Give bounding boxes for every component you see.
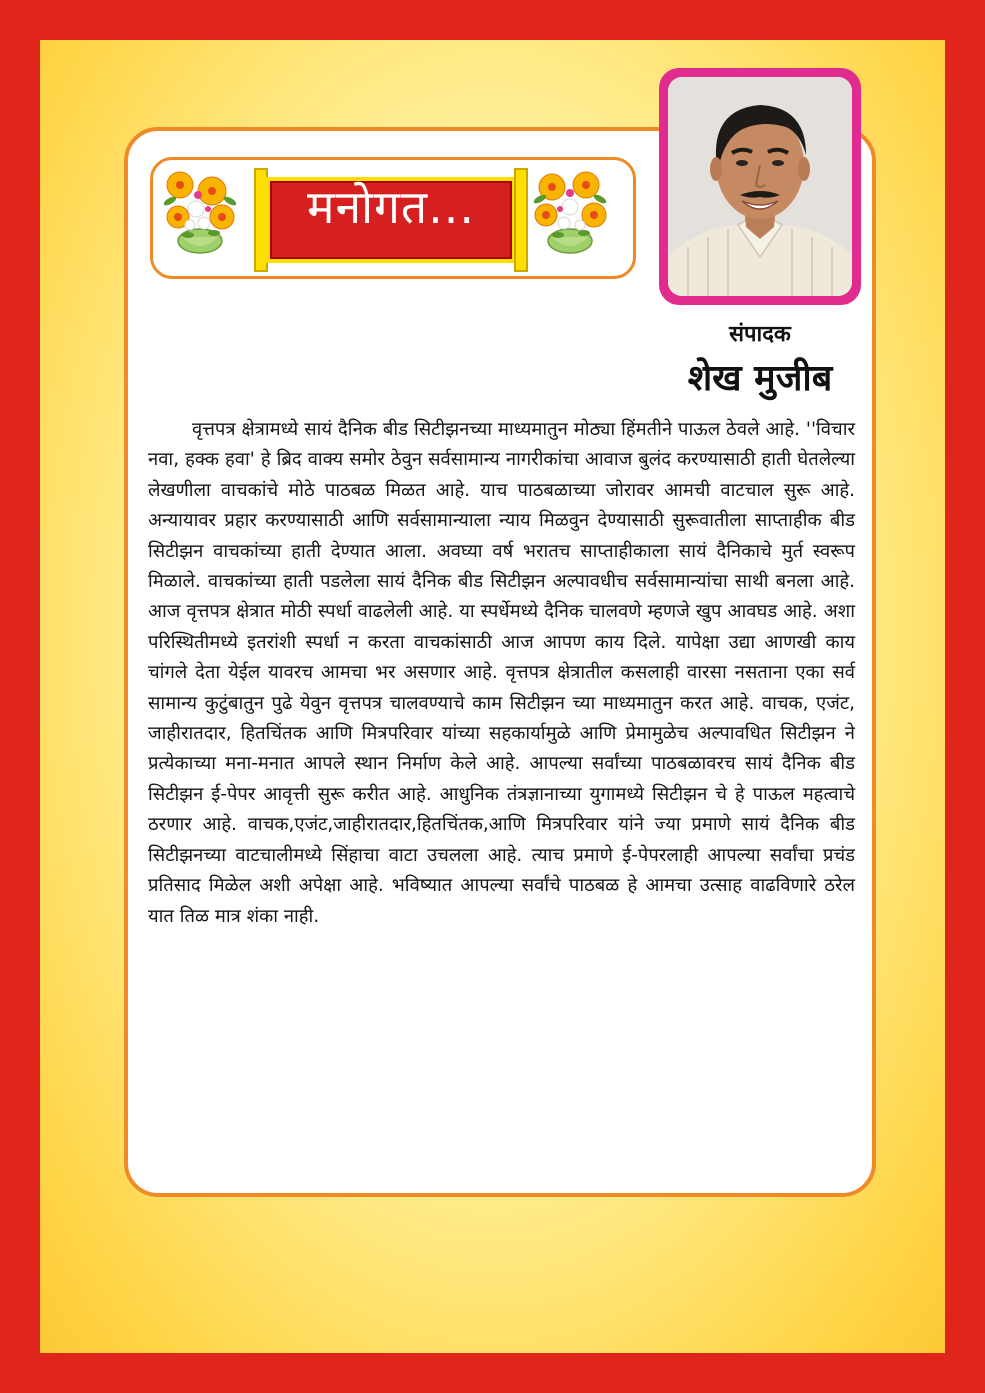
person-portrait-icon bbox=[668, 77, 852, 296]
flower-bouquet-icon bbox=[530, 165, 610, 257]
title-scroll bbox=[254, 168, 528, 272]
flower-bouquet-icon bbox=[160, 165, 240, 257]
page-title: मनोगत... bbox=[307, 180, 475, 234]
editor-photo bbox=[668, 77, 852, 296]
editor-name: शेख मुजीब bbox=[687, 358, 833, 399]
article-body: वृत्तपत्र क्षेत्रामध्ये सायं दैनिक बीड सिटीझनच्या माध्यमातुन मोठ्या हिंमतीने पाऊल ठेवले आहे. ''विचार नवा, हक्क हवा' हे ब्रिद वाक्य समोर ठेवुन सर्वसामान्य नागरीकांचा आवाज बुलंद करण्यासाठी हाती घेतलेल्या लेखणीला वाचकांचे मोठे पाठबळ मिळत आहे. याच पाठबळाच्या जोरावर आमची वाटचाल सुरू आहे. अन्यायावर प्रहार करण्यासाठी आणि सर्वसामान्याला न्याय मिळवुन देण्यासाठी सुरूवातीला साप्ताहीक बीड सिटीझन वाचकांच्या हाती देण्यात आला. अवघ्या वर्ष भरातच साप्ताहीकाला सायं दैनिकाचे मुर्त स्वरूप मिळाले. वाचकांच्या हाती पडलेला सायं दैनिक बीड सिटीझन अल्पावधीच सर्वसामान्यांचा साथी बनला आहे. आज वृत्तपत्र क्षेत्रात मोठी स्पर्धा वाढलेली आहे. या स्पर्धेमध्ये दैनिक चालवणे म्हणजे खुप आवघड आहे. अशा परिस्थितीमध्ये इतरांशी स्पर्धा न करता वाचकांसाठी आज आपण काय दिले. यापेक्षा उद्या आणखी काय चांगले देता येईल यावरच आमचा भर असणार आहे. वृत्तपत्र क्षेत्रातील कसलाही वारसा नसताना एका सर्व सामान्य कुटुंबातुन पुढे येवुन वृत्तपत्र चालवण्याचे काम सिटीझन च्या माध्यमातुन करत आहे. वाचक, एजंट, जाहीरातदार, हितचिंतक आणि मित्रपरिवार यांच्या सहकार्यामुळे आणि प्रेमामुळेच अल्पावधित सिटीझन ने प्रत्येकाच्या मना-मनात आपले स्थान निर्माण केले आहे. आपल्या सर्वांच्या पाठबळावरच सायं दैनिक बीड सिटीझन ई-पेपर आवृत्ती सुरू करीत आहे. आधुनिक तंत्रज्ञानाच्या युगामध्ये सिटीझन चे हे पाऊल महत्वाचे ठरणार आहे. वाचक,एजंट,जाहीरातदार,हितचिंतक,आणि मित्रपरिवार यांने ज्या प्रमाणे सायं दैनिक बीड सिटीझनच्या वाटचालीमध्ये सिंहाचा वाटा उचलला आहे. त्याच प्रमाणे ई-पेपरलाही आपल्या सर्वांचा प्रचंड प्रतिसाद मिळेल अशी अपेक्षा आहे. भविष्यात आपल्या सर्वांचे पाठबळ हे आमचा उत्साह वाढविणारे ठरेल यात तिळ मात्र शंका नाही. bbox=[148, 419, 855, 927]
editor-designation: संपादक bbox=[729, 322, 791, 347]
